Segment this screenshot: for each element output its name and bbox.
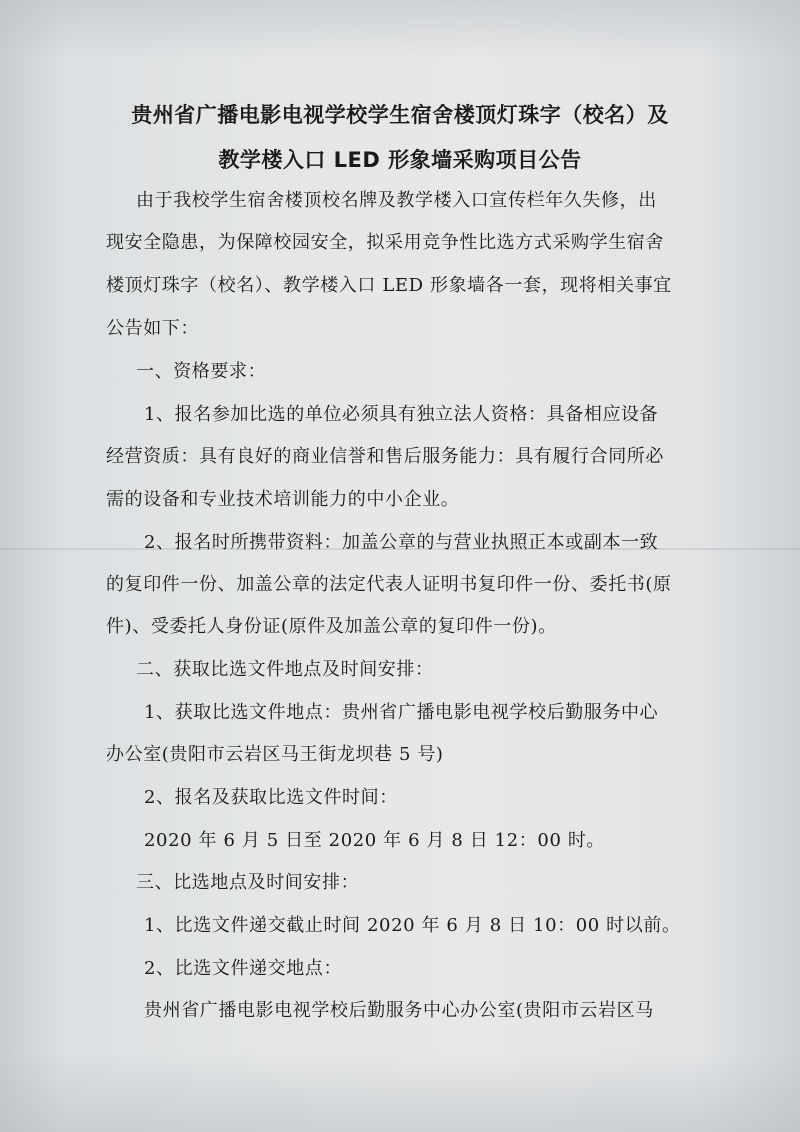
body-line-6: 1、报名参加比选的单位必须具有独立法人资格：具备相应设备 (144, 404, 659, 425)
body-line-13: 1、获取比选文件地点：贵州省广播电影电视学校后勤服务中心 (144, 702, 659, 723)
body-line-4: 公告如下： (106, 318, 199, 339)
body-line-11: 件)、受委托人身份证(原件及加盖公章的复印件一份)。 (106, 616, 557, 637)
title-line-2: 教学楼入口 LED 形象墙采购项目公告 (218, 148, 582, 172)
body-line-2: 现安全隐患，为保障校园安全，拟采用竞争性比选方式采购学生宿舍 (106, 232, 664, 253)
body-line-20: 贵州省广播电影电视学校后勤服务中心办公室(贵阳市云岩区马 (144, 1000, 654, 1021)
body-line-1: 由于我校学生宿舍楼顶校名牌及教学楼入口宣传栏年久失修，出 (136, 190, 657, 211)
section-heading-1: 一、资格要求： (136, 361, 267, 382)
title-line-1: 贵州省广播电影电视学校学生宿舍楼顶灯珠字（校名）及 (131, 103, 669, 127)
section-heading-2: 二、获取比选文件地点及时间安排： (136, 659, 434, 680)
page-shadow-top (0, 0, 800, 60)
body-line-18: 1、比选文件递交截止时间 2020 年 6 月 8 日 10：00 时以前。 (144, 915, 681, 936)
body-line-8: 需的设备和专业技术培训能力的中小企业。 (106, 489, 460, 510)
body-line-16: 2020 年 6 月 5 日至 2020 年 6 月 8 日 12：00 时。 (144, 830, 606, 851)
body-line-19: 2、比选文件递交地点： (144, 958, 343, 979)
body-line-15: 2、报名及获取比选文件时间： (144, 787, 398, 808)
body-line-9: 2、报名时所携带资料：加盖公章的与营业执照正本或副本一致 (144, 532, 659, 553)
body-line-14: 办公室(贵阳市云岩区马王街龙坝巷 5 号) (106, 744, 444, 765)
page-shadow-bottom (0, 1052, 800, 1132)
body-line-7: 经营资质：具有良好的商业信誉和售后服务能力：具有履行合同所必 (106, 446, 664, 467)
section-heading-3: 三、比选地点及时间安排： (136, 872, 360, 893)
body-line-10: 的复印件一份、加盖公章的法定代表人证明书复印件一份、委托书(原 (106, 574, 672, 595)
body-line-3: 楼顶灯珠字（校名）、教学楼入口 LED 形象墙各一套，现将相关事宜 (106, 275, 672, 296)
